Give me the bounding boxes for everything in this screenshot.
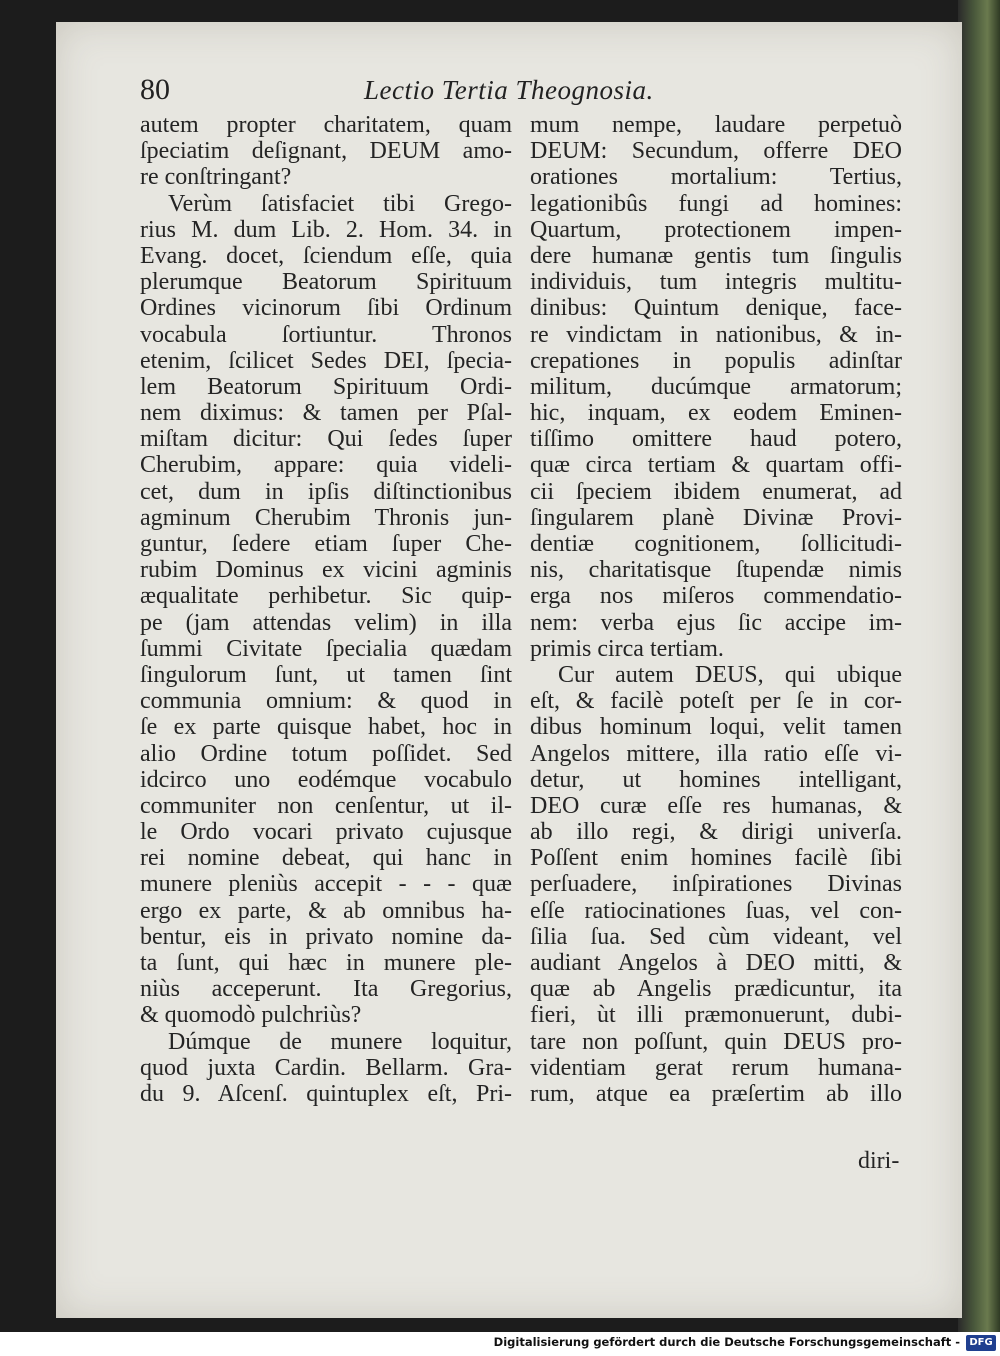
text-line: DEO curæ eſſe res humanas, & xyxy=(530,792,902,819)
text-line: dentiæ cognitionem, ſollicitudi- xyxy=(530,531,902,557)
text-line: primis circa tertiam. xyxy=(530,635,724,662)
text-line: cii ſpeciem ibidem enumerat, ad xyxy=(530,478,902,505)
text-line: DEUM: Secundum, offerre DEO xyxy=(530,138,902,165)
text-line: nem: verba ejus ſic accipe im- xyxy=(530,609,902,636)
text-line: quod juxta Cardin. Bellarm. Gra- xyxy=(140,1054,512,1081)
text-line: niùs acceperunt. Ita Gregorius, xyxy=(140,976,512,1003)
text-line: tare non poſſunt, quin DEUS pro- xyxy=(530,1028,902,1055)
text-line: miſtam dicitur: Qui ſedes ſuper xyxy=(140,426,512,453)
text-line: autem propter charitatem, quam xyxy=(140,112,512,138)
catchword: diri- xyxy=(858,1148,900,1174)
text-line: audiant Angelos à DEO mitti, & xyxy=(530,950,902,976)
text-line: re conſtringant? xyxy=(140,164,292,191)
page-header xyxy=(140,70,780,110)
text-line: & quomodò pulchriùs? xyxy=(140,1002,362,1029)
text-line: perſuadere, inſpirationes Divinas xyxy=(530,871,902,898)
text-line: æqualitate perhibetur. Sic quip- xyxy=(140,583,512,610)
text-line: nis, charitatisque ſtupendæ nimis xyxy=(530,557,902,584)
text-line: du 9. Aſcenſ. quintuplex eſt, Pri- xyxy=(140,1080,512,1107)
text-line: fieri, ùt illi præmonuerunt, dubi- xyxy=(530,1002,902,1029)
text-line: Angelos mittere, illa ratio eſſe vi- xyxy=(530,740,902,767)
text-line: cet, dum in ipſis diſtinctionibus xyxy=(140,478,512,505)
text-line: eſt, & facilè poteſt per ſe in cor- xyxy=(530,688,902,715)
funding-credit: Digitalisierung gefördert durch die Deutsche Forschungsgemeinschaft - xyxy=(493,1335,960,1349)
text-line: ſe ex parte quisque habet, hoc in xyxy=(140,714,512,741)
text-line: dinibus: Quintum denique, face- xyxy=(530,295,902,322)
text-line: quæ ab Angelis prædicuntur, ita xyxy=(530,976,902,1003)
text-line: Ordines vicinorum ſibi Ordinum xyxy=(140,295,512,322)
text-line: guntur, ſedere etiam ſuper Che- xyxy=(140,531,512,557)
text-line: crepationes in populis adinſtar xyxy=(530,347,902,374)
text-line: Quartum, protectionem impen- xyxy=(530,216,902,243)
text-line: ſilia ſua. Sed cùm videant, vel xyxy=(530,923,902,950)
text-line: pe (jam attendas velim) in illa xyxy=(140,609,512,636)
text-column-left xyxy=(140,112,512,1107)
text-line: rei nomine debeat, qui hanc in xyxy=(140,845,512,872)
page-number: 80 xyxy=(140,73,170,106)
text-line: detur, ut homines intelligant, xyxy=(530,766,902,793)
text-line: plerumque Beatorum Spirituum xyxy=(140,269,512,296)
text-line: communiter non cenſentur, ut il- xyxy=(140,792,512,819)
text-line: alio Ordine totum poſſidet. Sed xyxy=(140,740,512,767)
text-line: mum nempe, laudare perpetuò xyxy=(530,112,902,138)
text-line: ſingulorum ſunt, ut tamen ſint xyxy=(140,661,512,688)
text-line: munere pleniùs accepit - - - quæ xyxy=(140,871,512,898)
text-line: erga nos miſeros commendatio- xyxy=(530,583,902,610)
text-line: idcirco uno eodémque vocabulo xyxy=(140,766,512,793)
text-line: Cur autem DEUS, qui ubique xyxy=(558,661,902,688)
text-line: nem diximus: & tamen per Pſal- xyxy=(140,400,512,427)
text-column-right xyxy=(530,112,902,1107)
text-line: communia omnium: & quod in xyxy=(140,688,512,715)
book-edge xyxy=(958,0,1000,1332)
text-line: etenim, ſcilicet Sedes DEI, ſpecia- xyxy=(140,347,512,374)
text-line: re vindictam in nationibus, & in- xyxy=(530,321,902,348)
text-line: Poſſent enim homines facilè ſibi xyxy=(530,845,902,872)
text-line: orationes mortalium: Tertius, xyxy=(530,164,902,191)
text-line: eſſe ratiocinationes ſuas, vel con- xyxy=(530,897,902,924)
footer xyxy=(0,1332,1000,1356)
text-line: videntiam gerat rerum humana- xyxy=(530,1054,902,1081)
text-line: quæ circa tertiam & quartam offi- xyxy=(530,452,902,479)
text-line: ab illo regi, & dirigi univerſa. xyxy=(530,819,902,846)
text-line: Dúmque de munere loquitur, xyxy=(168,1028,512,1055)
text-line: agminum Cherubim Thronis jun- xyxy=(140,504,512,531)
text-line: dibus hominum loqui, velit tamen xyxy=(530,714,902,741)
text-line: dere humanæ gentis tum ſingulis xyxy=(530,242,902,269)
text-line: rubim Dominus ex vicini agminis xyxy=(140,557,512,584)
text-line: ſummi Civitate ſpecialia quædam xyxy=(140,635,512,662)
text-line: Cherubim, appare: quia videli- xyxy=(140,452,512,479)
text-line: hic, inquam, ex eodem Eminen- xyxy=(530,400,902,427)
text-line: vocabula ſortiuntur. Thronos xyxy=(140,321,512,348)
text-line: ſingularem planè Divinæ Provi- xyxy=(530,504,902,531)
text-line: individuis, tum integris multitu- xyxy=(530,269,902,296)
text-line: Evang. docet, ſciendum eſſe, quia xyxy=(140,242,512,269)
dfg-logo-icon: DFG xyxy=(966,1335,996,1351)
text-line: legationibûs fungi ad homines: xyxy=(530,190,902,217)
text-line: le Ordo vocari privato cujusque xyxy=(140,819,512,846)
text-line: militum, ducúmque armatorum; xyxy=(530,373,902,400)
text-line: lem Beatorum Spirituum Ordi- xyxy=(140,373,512,400)
running-title: Lectio Tertia Theognosia. xyxy=(364,75,654,105)
text-line: ta ſunt, qui hæc in munere ple- xyxy=(140,950,512,976)
text-line: rum, atque ea præſertim ab illo xyxy=(530,1080,902,1107)
text-line: ſpeciatim deſignant, DEUM amo- xyxy=(140,138,512,165)
text-line: ergo ex parte, & ab omnibus ha- xyxy=(140,897,512,924)
text-line: Verùm ſatisfaciet tibi Grego- xyxy=(168,190,512,217)
text-line: tiſſimo omittere haud potero, xyxy=(530,426,902,453)
text-line: bentur, eis in privato nomine da- xyxy=(140,923,512,950)
text-line: rius M. dum Lib. 2. Hom. 34. in xyxy=(140,216,512,243)
